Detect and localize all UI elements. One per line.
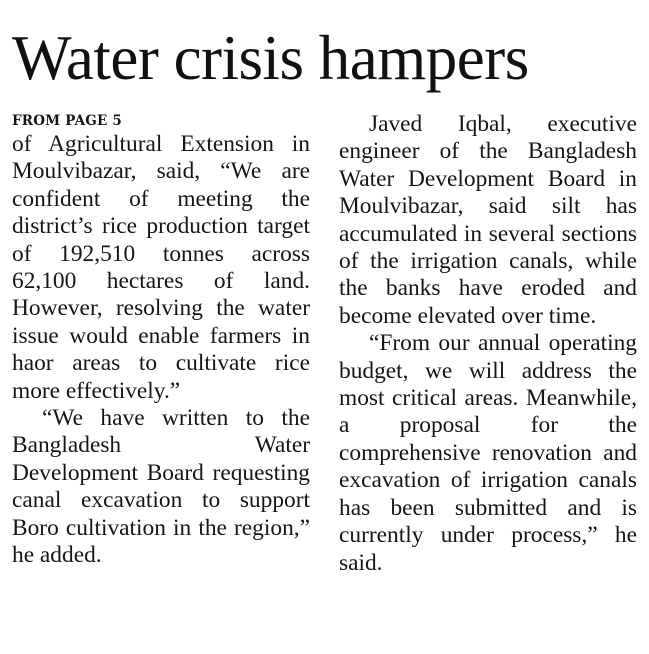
continuation-kicker: FROM PAGE 5: [12, 113, 122, 129]
right-paragraph-2: “From our annual operating budget, we will address the most critical areas. Meanwhile, a proposal for the comprehensive renovation and excavation of irrigation canals has been submitted and is currently under process,” he said.: [339, 330, 637, 576]
right-paragraph-1: Javed Iqbal, executive engineer of the Bangladesh Water Development Board in Moulvibazar, said silt has accumulated in several sections of the irrigation canals, while the banks have eroded and become elevated over time.: [339, 111, 637, 329]
left-paragraph-1: of Agricultural Extension in Moulvibazar, said, “We are confident of meeting the district’s rice production target of 192,510 tonnes across 62,100 hectares of land. However, resolving the water issue would enable farmers in haor areas to cultivate rice more effectively.”: [12, 131, 310, 404]
left-paragraph-2: “We have written to the Bangladesh Water Development Board requesting canal excavation to support Boro cultivation in the region,” he added.: [12, 405, 310, 569]
right-column: [339, 111, 637, 577]
headline: Water crisis hampers: [12, 23, 529, 93]
left-column: [12, 111, 310, 570]
